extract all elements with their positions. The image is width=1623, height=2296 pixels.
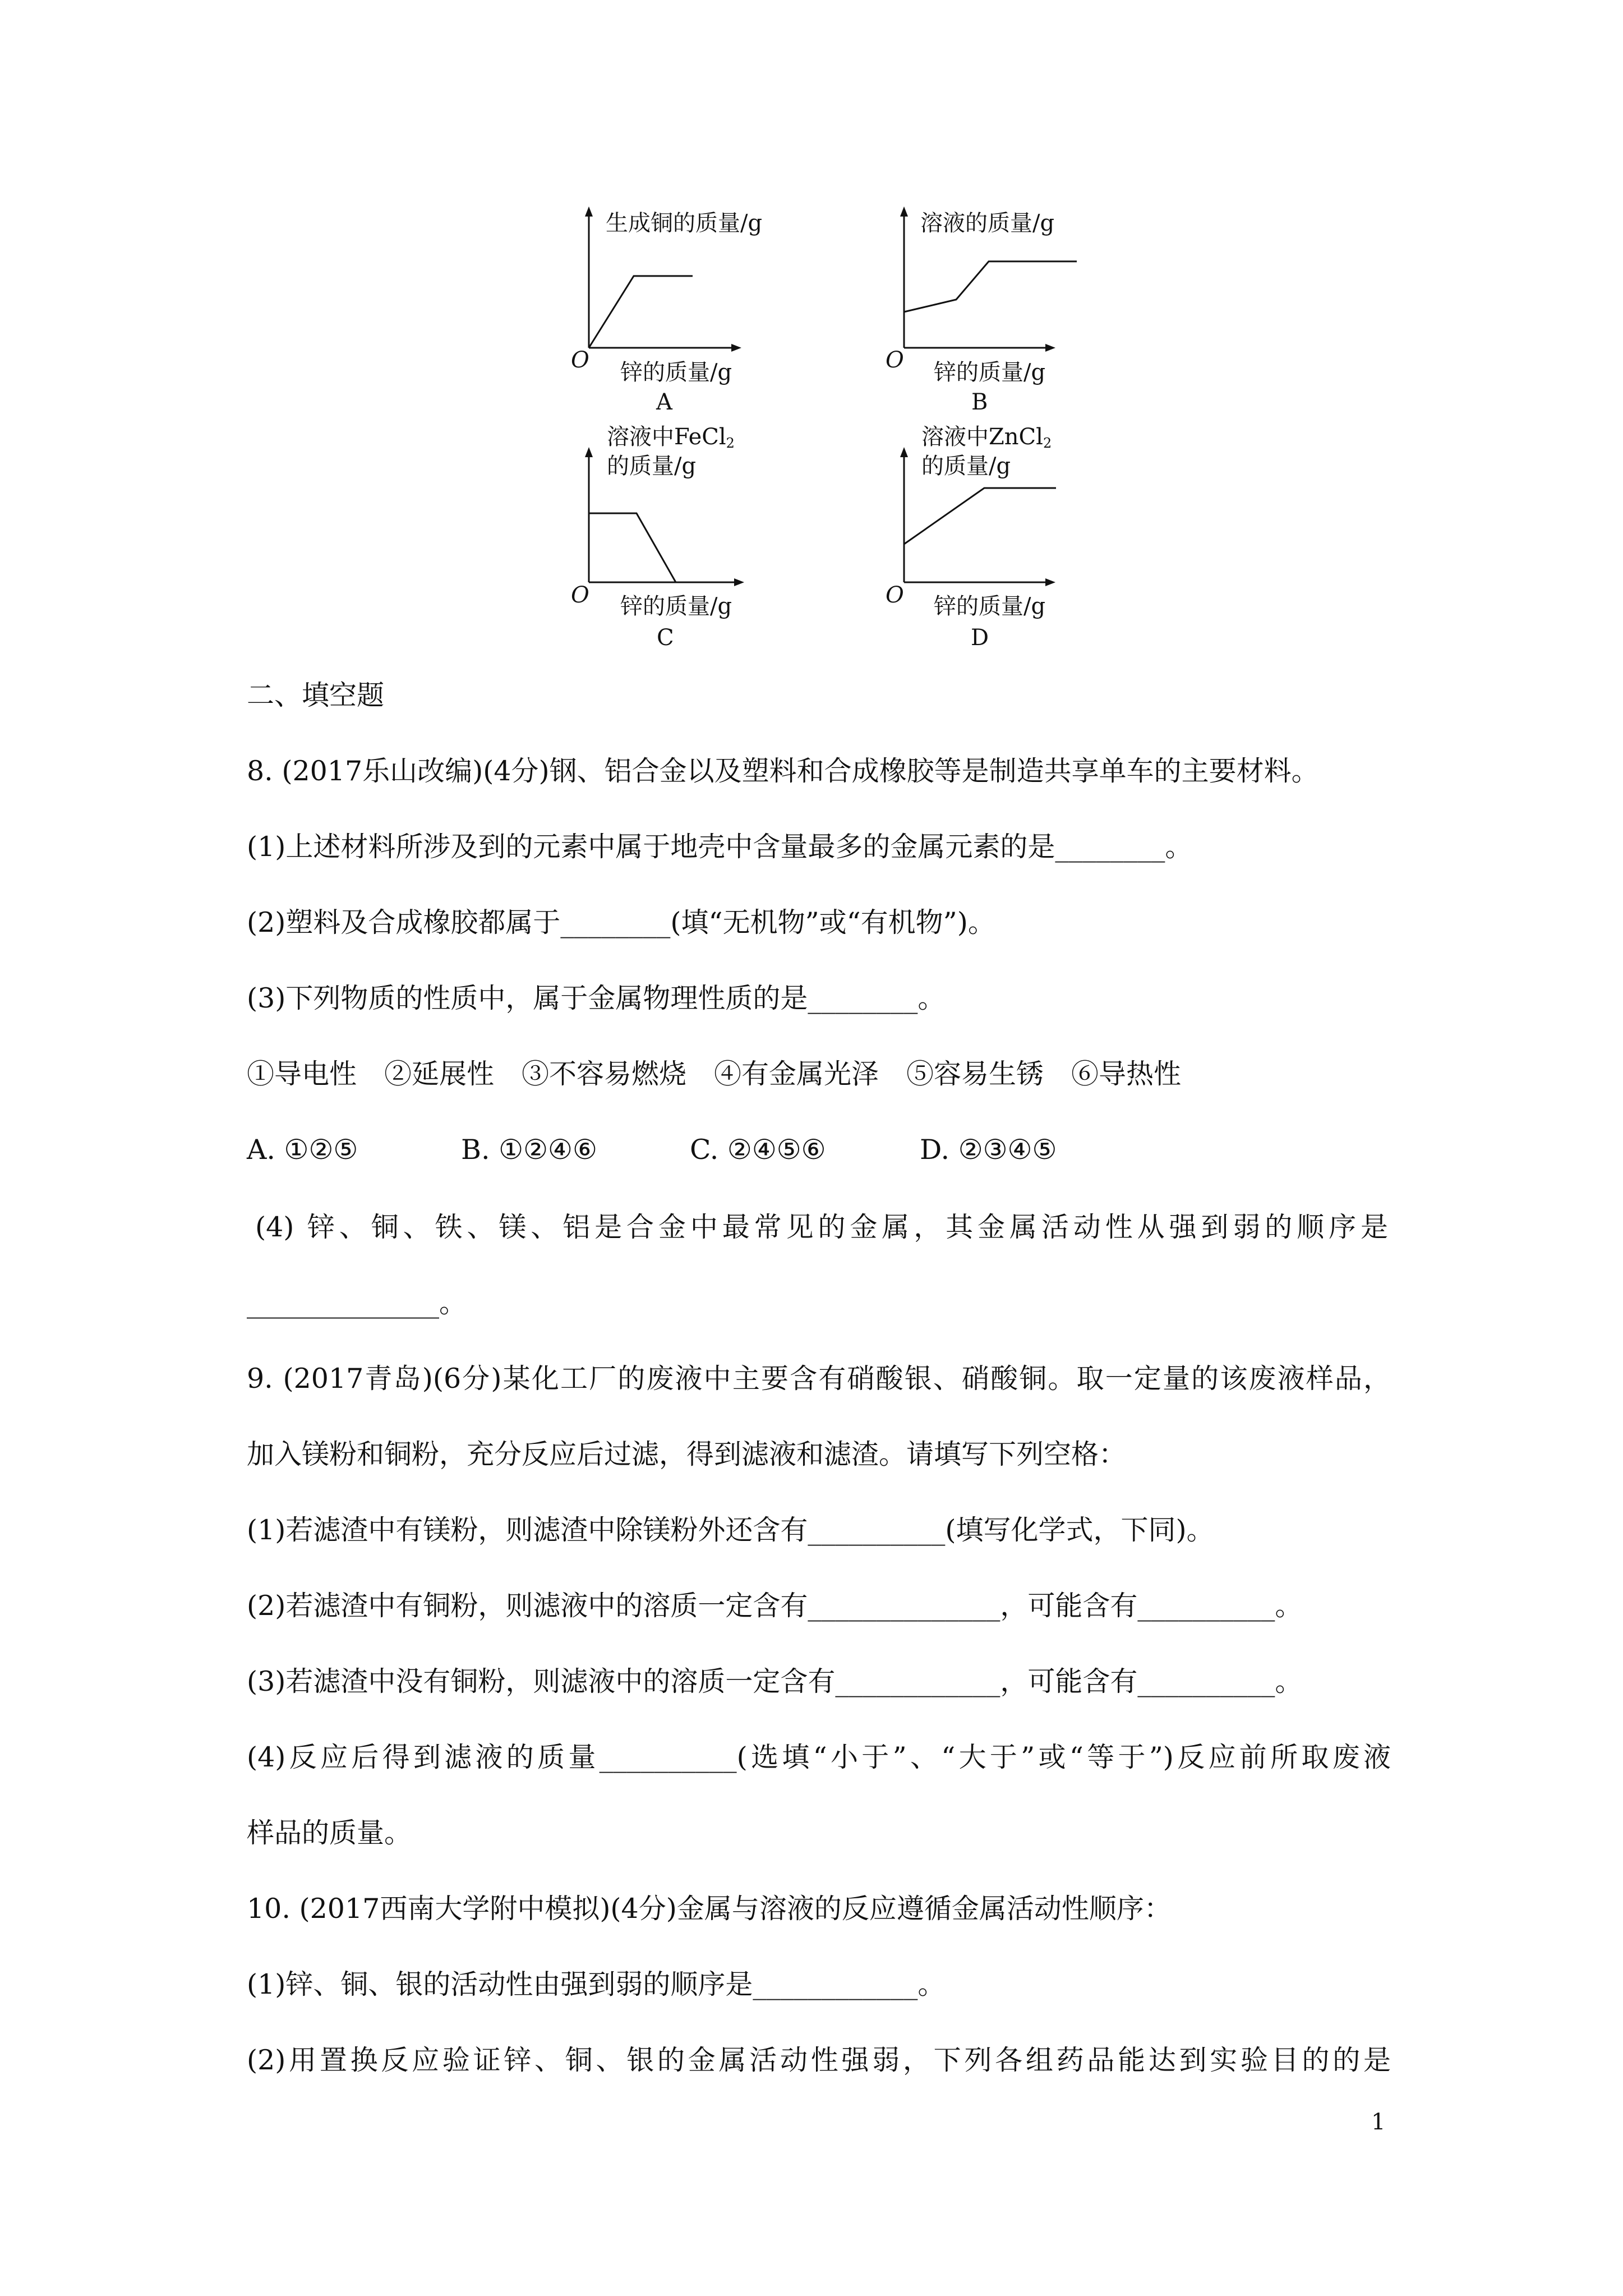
graph-a [566,196,802,421]
q9-stem-line1: 9. (2017青岛)(6分)某化工厂的废液中主要含有硝酸银、硝酸铜。取一定量的该废液样品， [247,1363,1391,1395]
q10-stem: 10. (2017西南大学附中模拟)(4分)金属与溶液的反应遵循金属活动性顺序： [247,1893,1172,1925]
graph-c-caption: C [657,625,674,651]
q8-part4-line2: ______________。 [247,1287,467,1319]
q9-part4-line1: (4)反应后得到滤液的质量__________(选填“小于”、“大于”或“等于”)反应前所取废液 [247,1741,1391,1773]
page-number: 1 [1371,2109,1386,2135]
graph-b-x-arrow [1045,344,1055,352]
q9-part4-line2: 样品的质量。 [247,1817,412,1849]
q8-option-c: C. ②④⑤⑥ [690,1134,826,1166]
graph-a-origin: O [571,347,589,373]
graph-d-y-arrow [900,447,908,457]
q9-part3: (3)若滤渣中没有铜粉，则滤液中的溶质一定含有____________，可能含有__________。 [247,1665,1303,1697]
graph-a-y-arrow [585,206,593,217]
graph-a-x-label: 锌的质量/g [620,360,732,385]
q9-stem-line2: 加入镁粉和铜粉，充分反应后过滤，得到滤液和滤渣。请填写下列空格： [247,1438,1127,1470]
graph-d-x-arrow [1045,578,1055,586]
graph-a-x-arrow [731,344,741,352]
graph-b-origin: O [886,347,904,373]
graph-d-y-label-line1: 溶液中ZnCl$_2$ [921,424,1052,451]
graph-d [878,424,1113,659]
graph-a-y-label: 生成铜的质量/g [606,210,763,236]
graph-d-caption: D [971,625,989,651]
graph-d-y-label-line2: 的质量/g [921,453,1011,479]
q9-part1: (1)若滤渣中有镁粉，则滤渣中除镁粉外还含有__________(填写化学式，下同)。 [247,1514,1214,1546]
graph-c-curve [589,513,676,582]
graph-b-caption: B [971,389,988,415]
q8-part3: (3)下列物质的性质中，属于金属物理性质的是________。 [247,982,946,1014]
q9-part2: (2)若滤渣中有铜粉，则滤液中的溶质一定含有______________，可能含有__________。 [247,1590,1303,1622]
graph-c [566,424,802,659]
graph-c-y-label-line2: 的质量/g [607,453,697,479]
q8-option-a: A. ①②⑤ [247,1134,358,1166]
graph-b-x-label: 锌的质量/g [934,360,1046,385]
graph-a-caption: A [656,389,672,415]
q8-part1: (1)上述材料所涉及到的元素中属于地壳中含量最多的金属元素的是________。 [247,831,1193,863]
section-title: 二、填空题 [247,679,385,711]
graph-a-curve [589,276,693,348]
graph-b-curve [904,261,1077,312]
graph-d-curve [904,488,1056,544]
q10-part2: (2)用置换反应验证锌、铜、银的金属活动性强弱，下列各组药品能达到实验目的的是 [247,2044,1391,2076]
graph-c-x-arrow [734,578,744,586]
graph-d-x-label: 锌的质量/g [934,593,1046,619]
graph-d-origin: O [886,582,904,608]
q10-part1: (1)锌、铜、银的活动性由强到弱的顺序是____________。 [247,1968,946,2000]
q8-option-d: D. ②③④⑤ [920,1134,1057,1166]
graph-c-y-label-line1: 溶液中FeCl$_2$ [607,424,735,451]
graph-c-x-label: 锌的质量/g [620,593,732,619]
graph-c-origin: O [571,582,589,608]
graph-b-y-arrow [900,206,908,217]
q8-stem: 8. (2017乐山改编)(4分)钢、铝合金以及塑料和合成橡胶等是制造共享单车的主要材料。 [247,755,1319,787]
q8-part4-line1: (4) 锌、铜、铁、镁、铝是合金中最常见的金属，其金属活动性从强到弱的顺序是 [255,1211,1388,1243]
q8-option-b: B. ①②④⑥ [461,1134,597,1166]
graph-b-y-label: 溶液的质量/g [920,210,1055,236]
graph-c-y-arrow [585,447,593,457]
q8-properties: ①导电性 ②延展性 ③不容易燃烧 ④有金属光泽 ⑤容易生锈 ⑥导热性 [247,1058,1182,1090]
graph-b [878,196,1113,421]
q8-part2: (2)塑料及合成橡胶都属于________(填“无机物”或“有机物”)。 [247,907,995,938]
